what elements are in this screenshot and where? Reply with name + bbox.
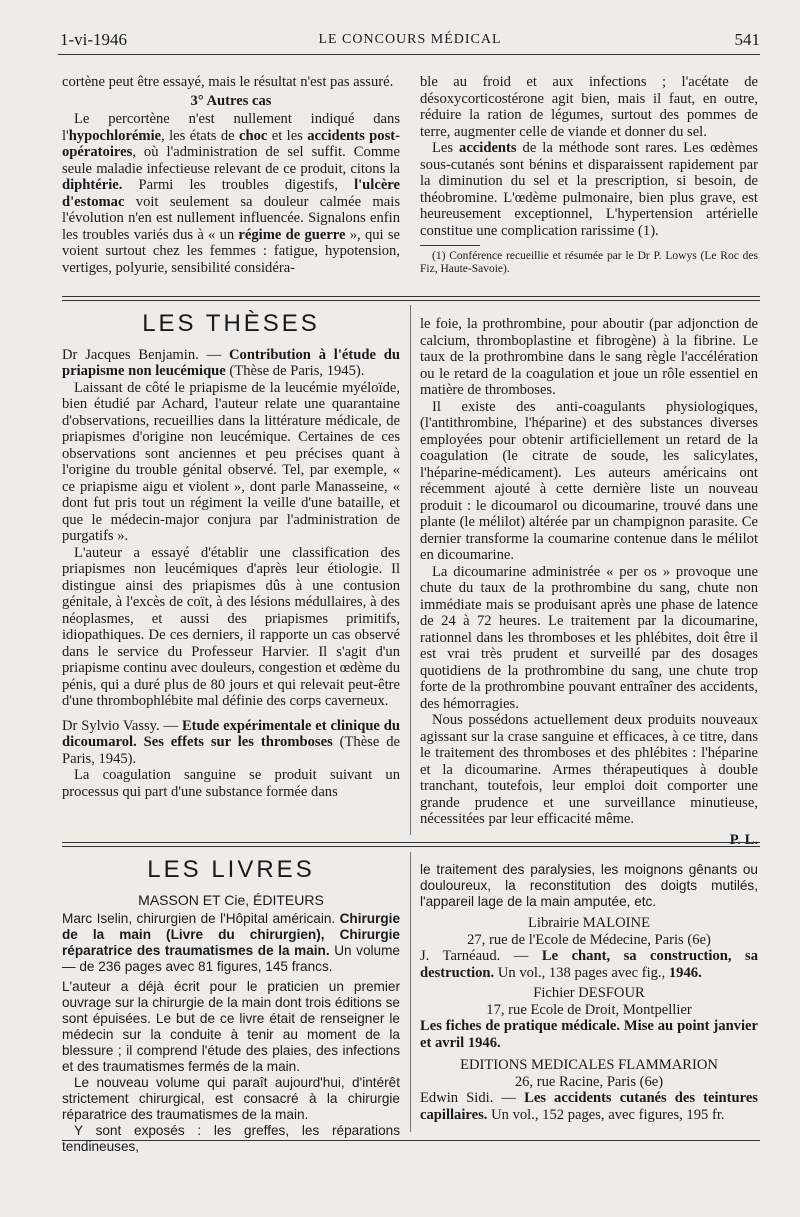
book-citation: Edwin Sidi. — Les accidents cutanés des teintures capillaires. Un vol., 152 pages, avec figures, 195 fr. (420, 1090, 758, 1123)
paragraph: La coagulation sanguine se produit suivant un processus qui part d'une substance formée dans (62, 767, 400, 800)
top-right-column (420, 74, 758, 276)
paragraph: Les accidents de la méthode sont rares. Les œdèmes sous-cutanés sont bénins et disparaissent rapidement par la diminution du sel et la prescription, si besoin, de théobromine. L'œdème pulmonaire, bien plus grave, est heureusement exceptionnel, L'hypertension artérielle constitue une complication rarissime (1). (420, 140, 758, 239)
bottom-rule (62, 1140, 760, 1141)
footnote: (1) Conférence recueillie et résumée par le Dr P. Lowys (Le Roc des Fiz, Haute-Savoie). (420, 250, 758, 275)
journal-title: LE CONCOURS MÉDICAL (318, 32, 502, 47)
paragraph: ble au froid et aux infections ; l'acétate de désoxycorticostérone agit bien, mais il faut, en outre, réduire la ration de légumes, surtout des pommes de terre, augmenter celle de viande et donner du sel. (420, 74, 758, 140)
page-header (60, 30, 760, 54)
section-title-theses: LES THÈSES (142, 310, 320, 337)
paragraph: Le percortène n'est nullement indiqué dans l'hypochlorémie, les états de choc et les accidents post-opératoires, où l'administration de sel suffit. Comme seule maladie infectieuse relevant de ce produit, citons la diphtérie. Parmi les troubles digestifs, l'ulcère d'estomac voit seulement sa douleur calmée mais l'évolution n'en est nullement influencée. Signalons enfin les troubles variés dus à « un régime de guerre », qui se voient surtout chez les femmes : fatigue, hypotension, vertiges, polyurie, sensibilité considéra- (62, 111, 400, 276)
subheading: 3° Autres cas (190, 92, 272, 109)
page-number: 541 (734, 30, 760, 49)
paragraph: L'auteur a essayé d'établir une classification des priapismes non leucémiques d'après leur étiologie. Il distingue ainsi des priapismes dûs à une contusion génitale, à l'excès de coït, à des lésions médullaires, à des néoplasmes, et aussi des priapismes primitifs, idiopathiques. De ces derniers, il rapporte un cas observé dans le service du Professeur Harvier. Il s'agit d'un priapisme continu avec douleurs, congestion et œdème du pénis, qui a duré plus de 80 jours et qui relevait peut-être d'une thrombophlébite mal définie des corps caverneux. (62, 544, 400, 709)
theses-left-column (62, 312, 400, 800)
publisher: Librairie MALOINE (528, 915, 650, 931)
livres-left-column (62, 858, 400, 1155)
book-citation: J. Tarnéaud. — Le chant, sa construction, sa destruction. Un vol., 138 pages avec fig., 1946. (420, 948, 758, 981)
paragraph: Nous possédons actuellement deux produits nouveaux agissant sur la crase sanguine et efficaces, à ce titre, dans le traitement des thromboses et des phlébites : l'héparine et la dicoumarine. Armes thérapeutiques à double tranchant, toutefois, leur emploi doit comporter une grande prudence et une surveillance minutieuse, nécessitées par leur efficacité même. (420, 712, 758, 827)
publisher: EDITIONS MEDICALES FLAMMARION (460, 1057, 718, 1073)
theses-right-column (420, 316, 758, 848)
publisher-address: 17, rue Ecole de Droit, Montpellier (486, 1001, 692, 1018)
section-divider (62, 842, 760, 847)
paragraph: La dicoumarine administrée « per os » provoque une chute du taux de la prothrombine du sang, chute non immédiate mais se produisant après une phase de latence de 24 à 72 heures. Le traitement par la dicoumarine, rationnel dans les thromboses et les phlébites, doit être il est vrai très prudent et surveillé par des dosages quotidiens de la prothrombine du sang, une chute trop forte de la prothrombine pouvant entraîner des accidents, des hémorragies. (420, 563, 758, 712)
footnote-rule (420, 245, 480, 246)
paragraph: le foie, la prothrombine, pour aboutir (par adjonction de calcium, thromboplastine et fibrogène) à la fibrine. Le taux de la prothrombine dans le sang règle l'accélération ou le retard de la coagulation et joue un rôle essentiel en matière de thromboses. (420, 316, 758, 398)
publisher: MASSON ET Cie, ÉDITEURS (138, 892, 324, 908)
header-rule (58, 54, 760, 55)
paragraph: Le nouveau volume qui paraît aujourd'hui, d'intérêt strictement chirurgical, est consacré à la chirurgie réparatrice des traumatismes de la main. (62, 1075, 400, 1122)
paragraph: Laissant de côté le priapisme de la leucémie myéloïde, bien étudié par Achard, l'auteur relate une quarantaine d'observations, recueillies dans la littérature médicale, de priapismes d'origine non leucémique. Certaines de ces observations sont anciennes et peu précises quant à l'origine du trouble génital observé. Tel, par exemple, « ce priapisme aigu et violent », dont parle Manasseine, « dont fut pris tout un régiment la veille d'une bataille, et que le médecin-major conjura par l'administration de purgatifs ». (62, 379, 400, 544)
thesis-citation: Dr Jacques Benjamin. — Contribution à l'étude du priapisme non leucémique (Thèse de Paris, 1945). (62, 346, 400, 379)
paragraph: Il existe des anti-coagulants physiologiques, (l'antithrombine, l'héparine) et des substances diverses employées pour obtenir artificiellement un retard de la coagulation (le citrate de soude, les salicylates, l'héparine-médicament). Les auteurs américains ont récemment ajouté à cette dernière liste un nouveau produit : le dicoumarol ou dicoumarine, trouvé dans une plante (le mélilot) altérée par un champignon parasite. Ce dernier transforme la coumarine contenue dans le mélilot en dicoumarine. (420, 398, 758, 563)
book-citation: Les fiches de pratique médicale. Mise au point janvier et avril 1946. (420, 1018, 758, 1051)
column-divider (410, 852, 411, 1132)
column-divider (410, 305, 411, 835)
top-left-column (62, 74, 400, 276)
publisher-address: 27, rue de l'Ecole de Médecine, Paris (6e) (467, 931, 711, 948)
publisher: Fichier DESFOUR (533, 985, 645, 1001)
signature: P. L. (729, 831, 758, 848)
issue-date: 1-vi-1946 (60, 30, 128, 49)
thesis-citation: Dr Sylvio Vassy. — Etude expérimentale et clinique du dicoumarol. Ses effets sur les thromboses (Thèse de Paris, 1945). (62, 717, 400, 767)
section-divider (62, 296, 760, 301)
paragraph: Y sont exposés : les greffes, les réparations tendineuses, (62, 1123, 400, 1154)
section-title-livres: LES LIVRES (147, 856, 315, 883)
paragraph: cortène peut être essayé, mais le résultat n'est pas assuré. (62, 74, 394, 90)
paragraph: L'auteur a déjà écrit pour le praticien un premier ouvrage sur la chirurgie de la main dont trois éditions se sont épuisées. Le but de ce livre était de renseigner le médecin sur la conduite à tenir au moment de la blessure ; il comprend l'étude des plaies, des infections et des traumatismes fermés de la main. (62, 979, 400, 1074)
book-citation: Marc Iselin, chirurgien de l'Hôpital américain. Chirurgie de la main (Livre du chirurgien), Chirurgie réparatrice des traumatismes de la main. Un volume — de 236 pages avec 81 figures, 145 francs. (62, 911, 400, 974)
paragraph: le traitement des paralysies, les moignons gênants ou douloureux, la reconstitution des doigts mutilés, l'appareil lage de la main amputée, etc. (420, 862, 758, 909)
publisher-address: 26, rue Racine, Paris (6e) (514, 1073, 664, 1090)
livres-right-column (420, 862, 758, 1123)
